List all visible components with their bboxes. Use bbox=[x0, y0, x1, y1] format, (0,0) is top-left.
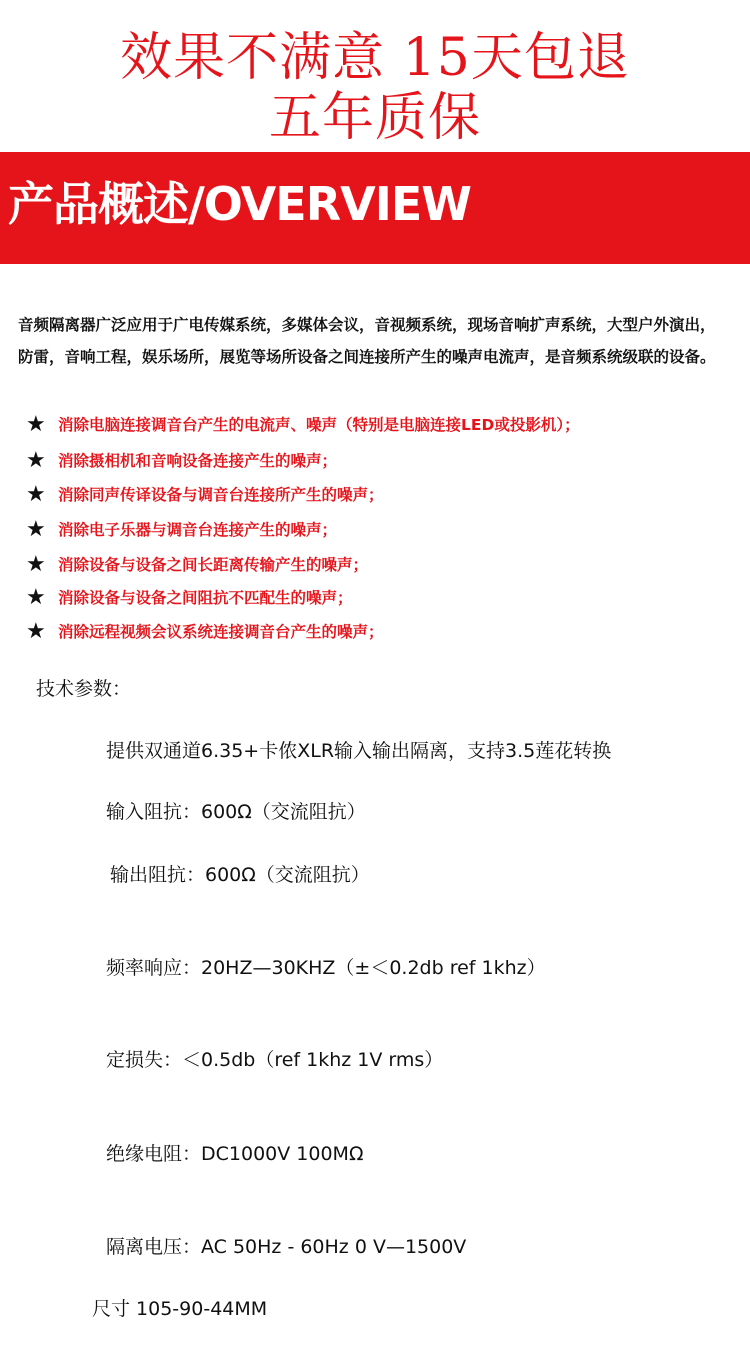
feature-text: 消除设备与设备之间长距离传输产生的噪声； bbox=[58, 556, 369, 574]
star-icon: ★ bbox=[26, 517, 46, 542]
promo-line-1: 效果不满意 15天包退 bbox=[120, 28, 630, 88]
star-icon: ★ bbox=[26, 585, 46, 610]
overview-banner bbox=[0, 152, 750, 264]
star-icon: ★ bbox=[26, 482, 46, 507]
promo-line-2: 五年质保 bbox=[268, 88, 481, 148]
feature-item bbox=[26, 550, 368, 580]
feature-text: 消除同声传译设备与调音台连接所产生的噪声； bbox=[58, 486, 384, 504]
intro-paragraph: 音频隔离器广泛应用于广电传媒系统，多媒体会议，音视频系统，现场音响扩声系统，大型户外演出，防雷，音响工程，娱乐场所，展览等场所设备之间连接所产生的噪声电流声，是音频系统级联的设备。 bbox=[18, 316, 716, 366]
param-channels: 提供双通道6.35+卡侬XLR输入输出隔离，支持3.5莲花转换 bbox=[106, 740, 612, 762]
param-output-impedance: 输出阻抗：600Ω（交流阻抗） bbox=[110, 864, 370, 886]
param-loss: 定损失：＜0.5db（ref 1khz 1V rms） bbox=[106, 1049, 444, 1071]
feature-item bbox=[26, 446, 337, 476]
param-insulation-resistance: 绝缘电阻：DC1000V 100MΩ bbox=[106, 1143, 364, 1165]
overview-title: 产品概述/OVERVIEW bbox=[8, 177, 471, 231]
param-dimensions: 尺寸 105-90-44MM bbox=[92, 1298, 268, 1320]
feature-text: 消除电脑连接调音台产生的电流声、噪声（特别是电脑连接LED或投影机）； bbox=[58, 416, 580, 434]
feature-text: 消除远程视频会议系统连接调音台产生的噪声； bbox=[58, 623, 384, 641]
feature-item bbox=[26, 480, 384, 510]
feature-item bbox=[26, 410, 580, 440]
star-icon: ★ bbox=[26, 552, 46, 577]
feature-text: 消除摄相机和音响设备连接产生的噪声； bbox=[58, 452, 338, 470]
param-input-impedance: 输入阻抗：600Ω（交流阻抗） bbox=[106, 801, 366, 823]
feature-item bbox=[26, 515, 337, 545]
param-frequency-response: 频率响应：20HZ—30KHZ（±＜0.2db ref 1khz） bbox=[106, 957, 546, 979]
star-icon: ★ bbox=[26, 412, 46, 437]
feature-text: 消除电子乐器与调音台连接产生的噪声； bbox=[58, 521, 338, 539]
star-icon: ★ bbox=[26, 619, 46, 644]
params-title: 技术参数： bbox=[36, 678, 132, 700]
feature-item bbox=[26, 617, 384, 647]
feature-text: 消除设备与设备之间阻抗不匹配生的噪声； bbox=[58, 589, 353, 607]
param-isolation-voltage: 隔离电压：AC 50Hz - 60Hz 0 V—1500V bbox=[106, 1236, 467, 1258]
feature-item bbox=[26, 583, 353, 613]
star-icon: ★ bbox=[26, 448, 46, 473]
